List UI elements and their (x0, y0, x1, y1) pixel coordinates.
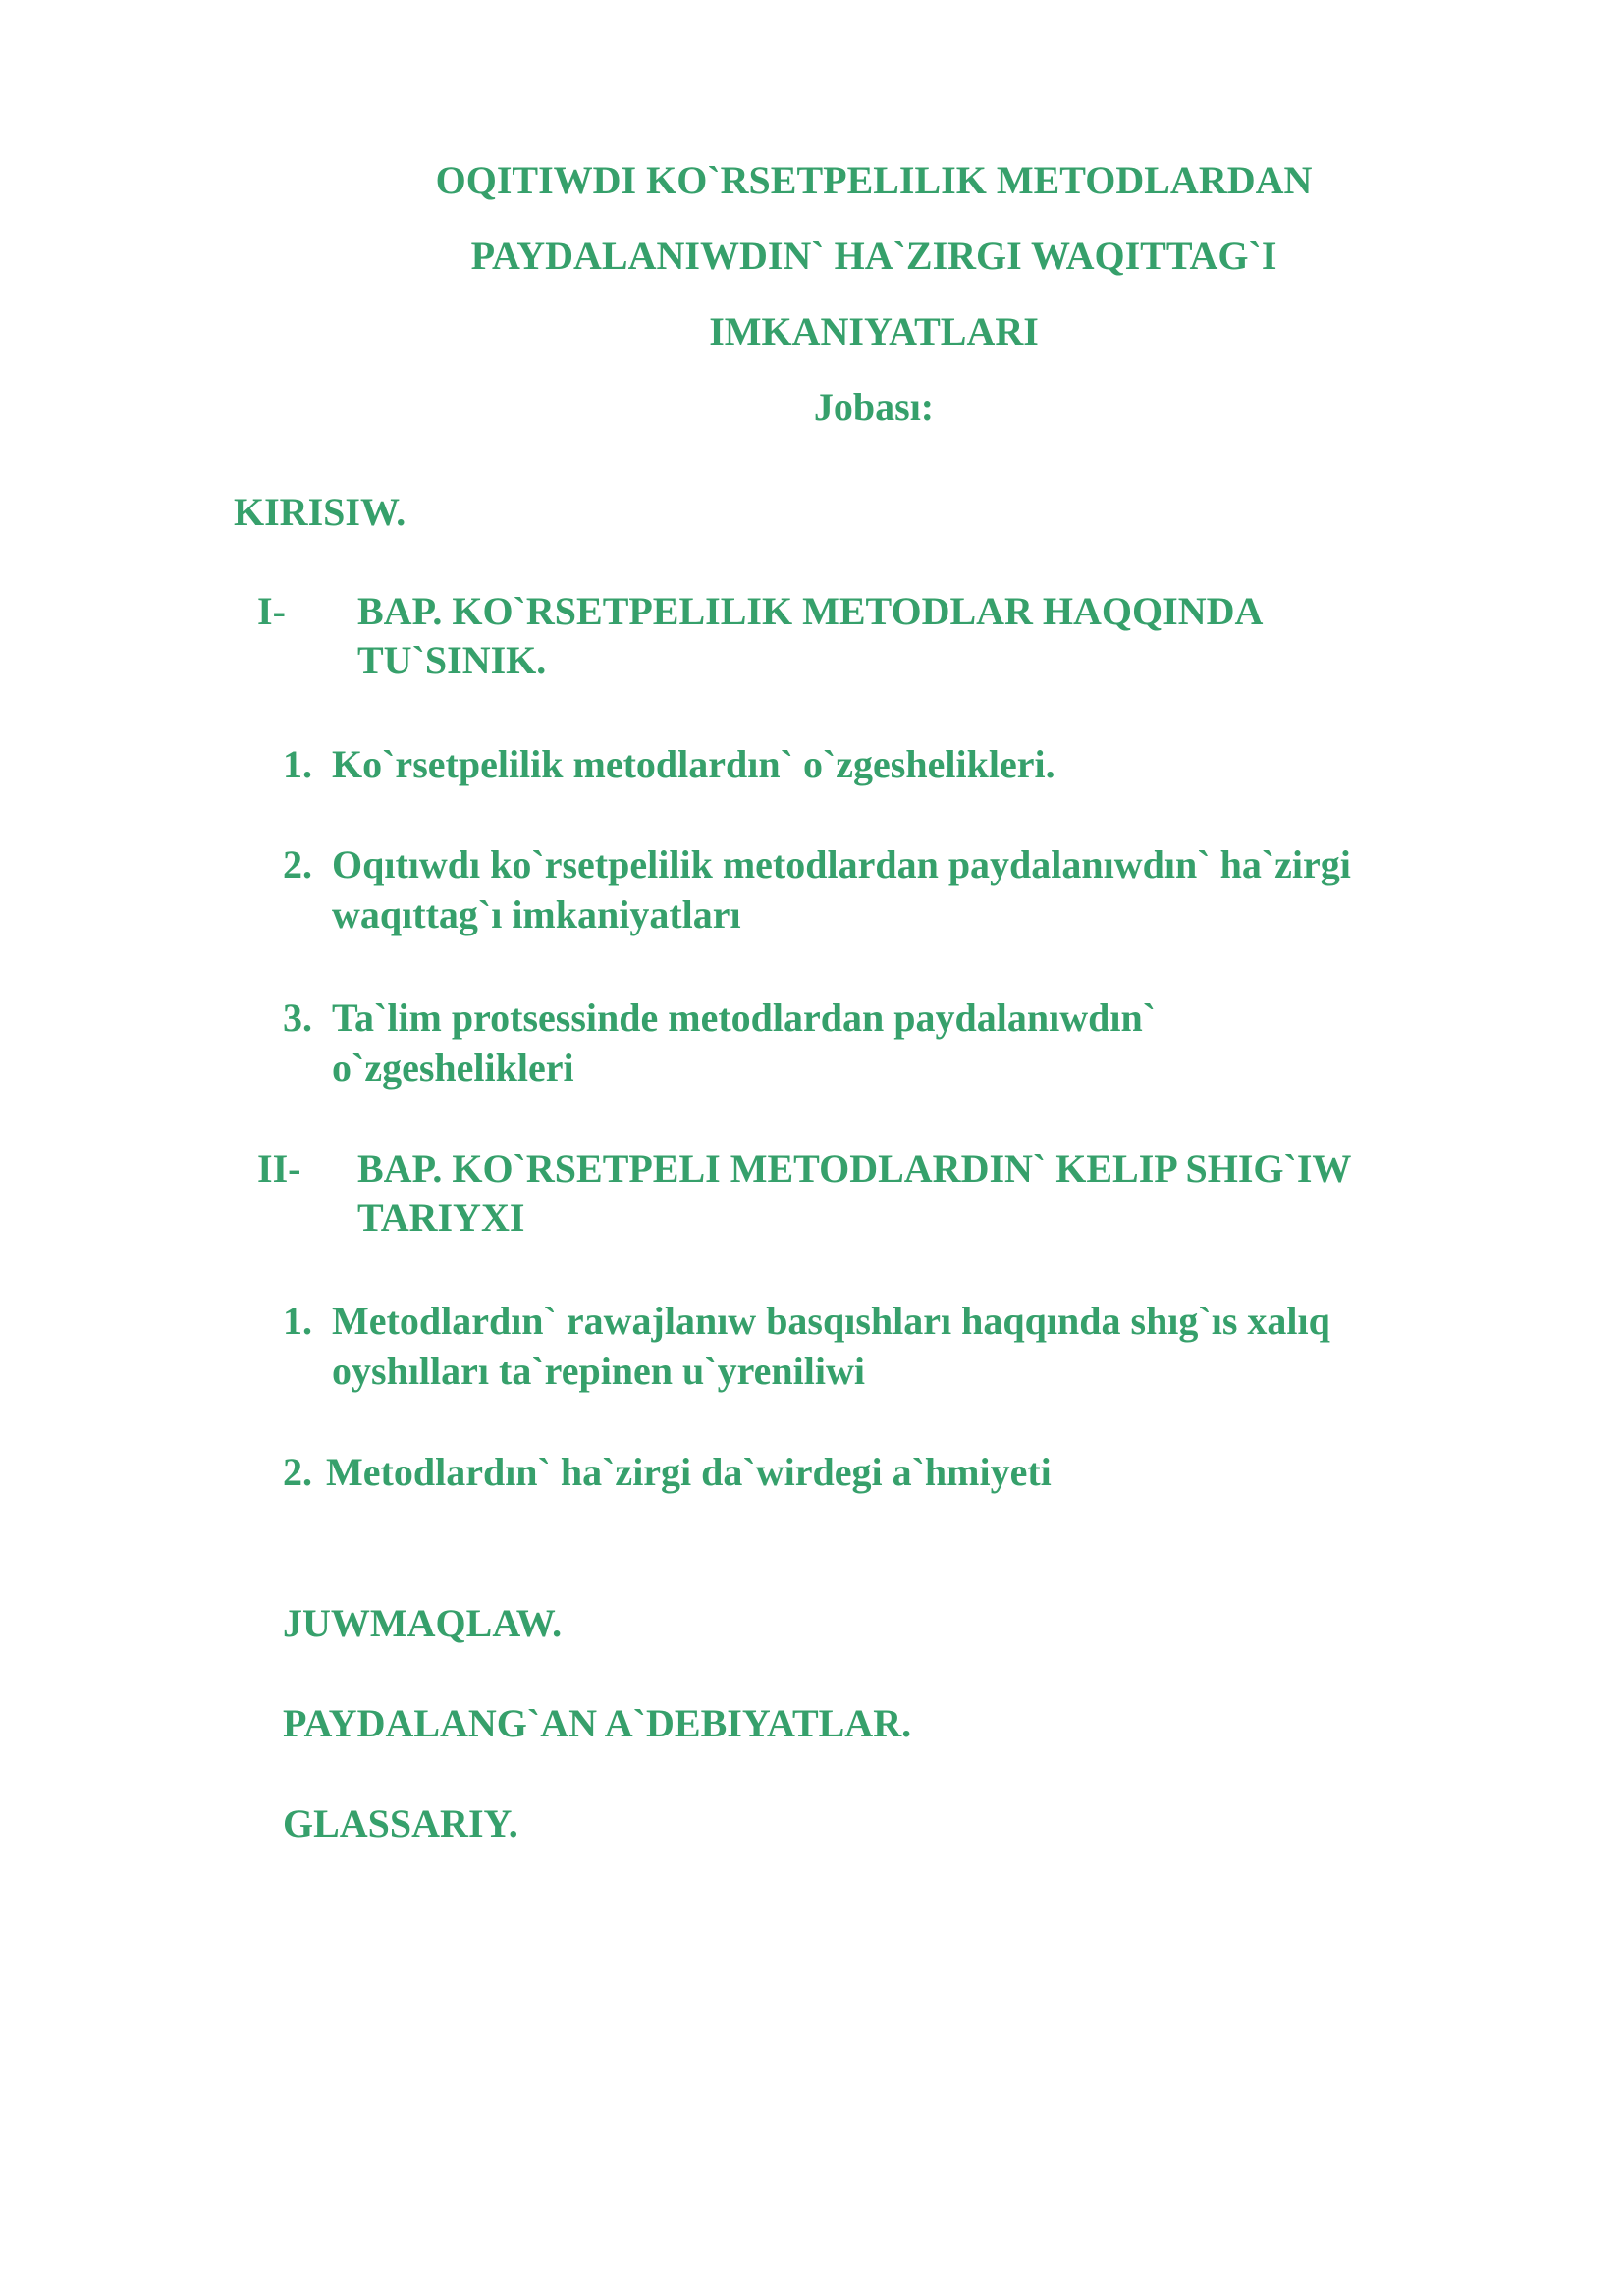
chapter-1-item-3-line-1: Ta`lim protsessinde metodlardan paydalanıwdın` (332, 995, 1157, 1040)
plan-label: Jobası: (813, 385, 935, 429)
chapter-2-item-1-number: 1. (283, 1299, 312, 1343)
chapter-1-item-1-text: Ko`rsetpelilik metodlardın` o`zgeshelikleri. (332, 742, 1055, 786)
document-title-line-2: PAYDALANIWDIN` HA`ZIRGI WAQITTAG`I (470, 234, 1277, 278)
document-title-line-3: IMKANIYATLARI (709, 309, 1039, 353)
chapter-2-item-2-text: Metodlardın` ha`zirgi da`wirdegi a`hmiyeti (326, 1450, 1052, 1494)
chapter-2-title-line-2: TARIYXI (357, 1196, 525, 1240)
chapter-1-item-1-number: 1. (283, 742, 312, 786)
references-heading: PAYDALANG`AN A`DEBIYATLAR. (283, 1701, 912, 1745)
chapter-1-item-2-line-2: waqıttag`ı imkaniyatları (332, 892, 741, 936)
chapter-1-item-2-line-1: Oqıtıwdı ko`rsetpelilik metodlardan paydalanıwdın` ha`zirgi (332, 842, 1351, 886)
chapter-1-title-line-1: BAP. KO`RSETPELILIK METODLAR HAQQINDA (357, 589, 1264, 633)
chapter-2-number: II- (257, 1147, 301, 1191)
chapter-1-item-2-number: 2. (283, 842, 312, 886)
chapter-2-title-line-1: BAP. KO`RSETPELI METODLARDIN` KELIP SHIG`IW (357, 1147, 1352, 1191)
chapter-1-number: I- (257, 589, 286, 633)
chapter-1-title-line-2: TU`SINIK. (357, 638, 547, 682)
chapter-2-item-1-line-1: Metodlardın` rawajlanıw basqıshları haqqında shıg`ıs xalıq (332, 1299, 1330, 1343)
chapter-1-item-3-line-2: o`zgeshelikleri (332, 1045, 574, 1090)
chapter-2-item-2-number: 2. (283, 1450, 312, 1494)
glossary-heading: GLASSARIY. (283, 1801, 518, 1845)
conclusion-heading: JUWMAQLAW. (283, 1601, 563, 1645)
intro-heading: KIRISIW. (234, 490, 406, 534)
document-title-line-1: OQITIWDI KO`RSETPELILIK METODLARDAN (435, 158, 1313, 202)
chapter-1-item-3-number: 3. (283, 995, 312, 1040)
chapter-2-item-1-line-2: oyshılları ta`repinen u`yreniliwi (332, 1349, 865, 1393)
